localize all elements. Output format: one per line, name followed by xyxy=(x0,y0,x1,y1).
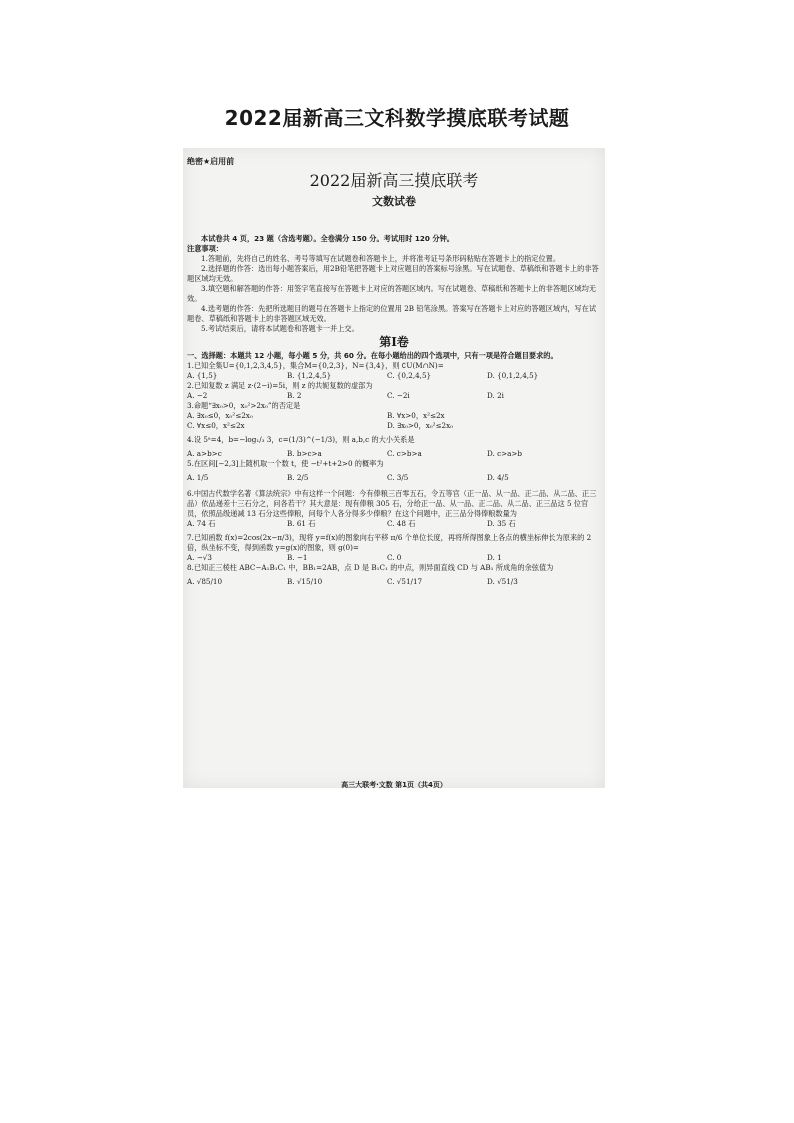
option: C. ∀x≤0，x²≤2x xyxy=(187,421,245,430)
question-1: 1.已知全集U={0,1,2,3,4,5}，集合M={0,2,3}，N={3,4}，则 ∁U(M∩N)= xyxy=(187,361,444,370)
question-8: 8.已知正三棱柱 ABC−A₁B₁C₁ 中，BB₁=2AB，点 D 是 B₁C₁ 的中点，则异面直线 CD 与 AB₁ 所成角的余弦值为 xyxy=(187,563,554,572)
section-heading: 一、选择题：本题共 12 小题，每小题 5 分，共 60 分。在每小题给出的四个选项中，只有一项是符合题目要求的。 xyxy=(187,351,558,360)
question-5: 5.在区间[−2,3]上随机取一个数 t，使 −t²+t+2>0 的概率为 xyxy=(187,459,384,468)
option: A. −2 xyxy=(187,391,208,400)
option: C. 48 石 xyxy=(387,519,416,528)
secret-label: 绝密★启用前 xyxy=(187,157,235,166)
question-6-options xyxy=(187,519,601,529)
question-3-options xyxy=(187,421,601,431)
option: C. {0,2,4,5} xyxy=(387,371,432,380)
option: B. ∀x>0，x²≤2x xyxy=(387,411,445,420)
option: B. 61 石 xyxy=(287,519,316,528)
option: C. √51/17 xyxy=(387,577,423,586)
option: C. 3/5 xyxy=(387,473,409,482)
page-title: 2022届新高三文科数学摸底联考试题 xyxy=(224,106,570,130)
question-5-options xyxy=(187,473,601,483)
exam-title: 2022届新高三摸底联考 xyxy=(309,171,479,190)
exam-intro: 本试卷共 4 页，23 题（含选考题）。全卷满分 150 分。考试用时 120 分钟。 xyxy=(201,234,454,243)
note-item: 5.考试结束后，请将本试题卷和答题卡一并上交。 xyxy=(201,324,359,333)
note-item: 2.选择题的作答：选出每小题答案后，用2B铅笔把答题卡上对应题目的答案标号涂黑。写在试题卷、草稿纸和答题卡上的非答题区域均无效。 xyxy=(187,264,599,283)
option: B. 2/5 xyxy=(287,473,309,482)
option: D. 1 xyxy=(487,553,502,562)
option: D. 2i xyxy=(487,391,504,400)
option: C. c>b>a xyxy=(387,449,422,458)
question-2-options xyxy=(187,391,601,401)
question-4: 4.设 5ᵃ=4，b=−log₁/₃ 3，c=(1/3)^(−1/3)，则 a,b,c 的大小关系是 xyxy=(187,435,415,444)
question-3-options xyxy=(187,411,601,421)
question-2: 2.已知复数 z 满足 z·(2−i)=5i，则 z 的共轭复数的虚部为 xyxy=(187,381,373,390)
option: B. b>c>a xyxy=(287,449,322,458)
option: B. {1,2,4,5} xyxy=(287,371,332,380)
note-item: 1.答题前，先将自己的姓名、考号等填写在试题卷和答题卡上，并将准考证号条形码粘贴在答题卡上的指定位置。 xyxy=(201,254,561,263)
option: B. −1 xyxy=(287,553,308,562)
question-8-options xyxy=(187,577,601,587)
question-7-options xyxy=(187,553,601,563)
option: A. a>b>c xyxy=(187,449,222,458)
option: D. 4/5 xyxy=(487,473,509,482)
option: B. √15/10 xyxy=(287,577,323,586)
notes-heading: 注意事项： xyxy=(187,244,223,253)
option: A. 74 石 xyxy=(187,519,216,528)
option: A. √85/10 xyxy=(187,577,223,586)
option: A. {1,5} xyxy=(187,371,218,380)
question-6: 6.中国古代数学名著《算法统宗》中有这样一个问题：今有俸粮三百零五石，令五等官（正一品、从一品、正二品、从二品、正三品）依品递差十三石分之，问各若干？其大意是：现有俸粮 305 石，分给正一品、从一品、正二品、从二品、正三品这 5 位官员，依照品级递减 13 石分这些俸粮，问每个人各分得多少俸粮？在这个问题中，正三品分得俸粮数量为 xyxy=(187,489,597,518)
option: D. 35 石 xyxy=(487,519,516,528)
exam-subject: 文数试卷 xyxy=(372,195,416,208)
note-item: 3.填空题和解答题的作答：用签字笔直接写在答题卡上对应的答题区域内。写在试题卷、草稿纸和答题卡上的非答题区域均无效。 xyxy=(187,284,596,303)
part-title: 第Ⅰ卷 xyxy=(379,335,409,349)
question-1-options xyxy=(187,371,601,381)
option: D. c>a>b xyxy=(487,449,523,458)
option: D. √51/3 xyxy=(487,577,518,586)
scanned-exam-page xyxy=(183,148,605,788)
page-footer: 高三大联考·文数 第1页（共4页） xyxy=(341,781,447,789)
question-3: 3.命题“∃x₀>0，x₀²>2x₀”的否定是 xyxy=(187,401,301,410)
option: C. −2i xyxy=(387,391,410,400)
option: A. −√3 xyxy=(187,553,212,562)
question-7: 7.已知函数 f(x)=2cos(2x−π/3)，现将 y=f(x)的图象向右平移 π/6 个单位长度，再将所得图象上各点的横坐标伸长为原来的 2 倍，纵坐标不变，得到函数 y=g(x)的图象，则 g(0)= xyxy=(187,533,592,552)
note-item: 4.选考题的作答：先把所选题目的题号在答题卡上指定的位置用 2B 铅笔涂黑。答案写在答题卡上对应的答题区域内，写在试题卷、草稿纸和答题卡上的非答题区域无效。 xyxy=(187,304,597,323)
option: D. {0,1,2,4,5} xyxy=(487,371,539,380)
option: A. ∃x₀≤0，x₀²≤2x₀ xyxy=(187,411,253,420)
question-4-options xyxy=(187,449,601,459)
exam-body xyxy=(187,234,601,587)
option: B. 2 xyxy=(287,391,302,400)
option: D. ∃x₀>0，x₀²≤2x₀ xyxy=(387,421,454,430)
option: C. 0 xyxy=(387,553,402,562)
option: A. 1/5 xyxy=(187,473,209,482)
